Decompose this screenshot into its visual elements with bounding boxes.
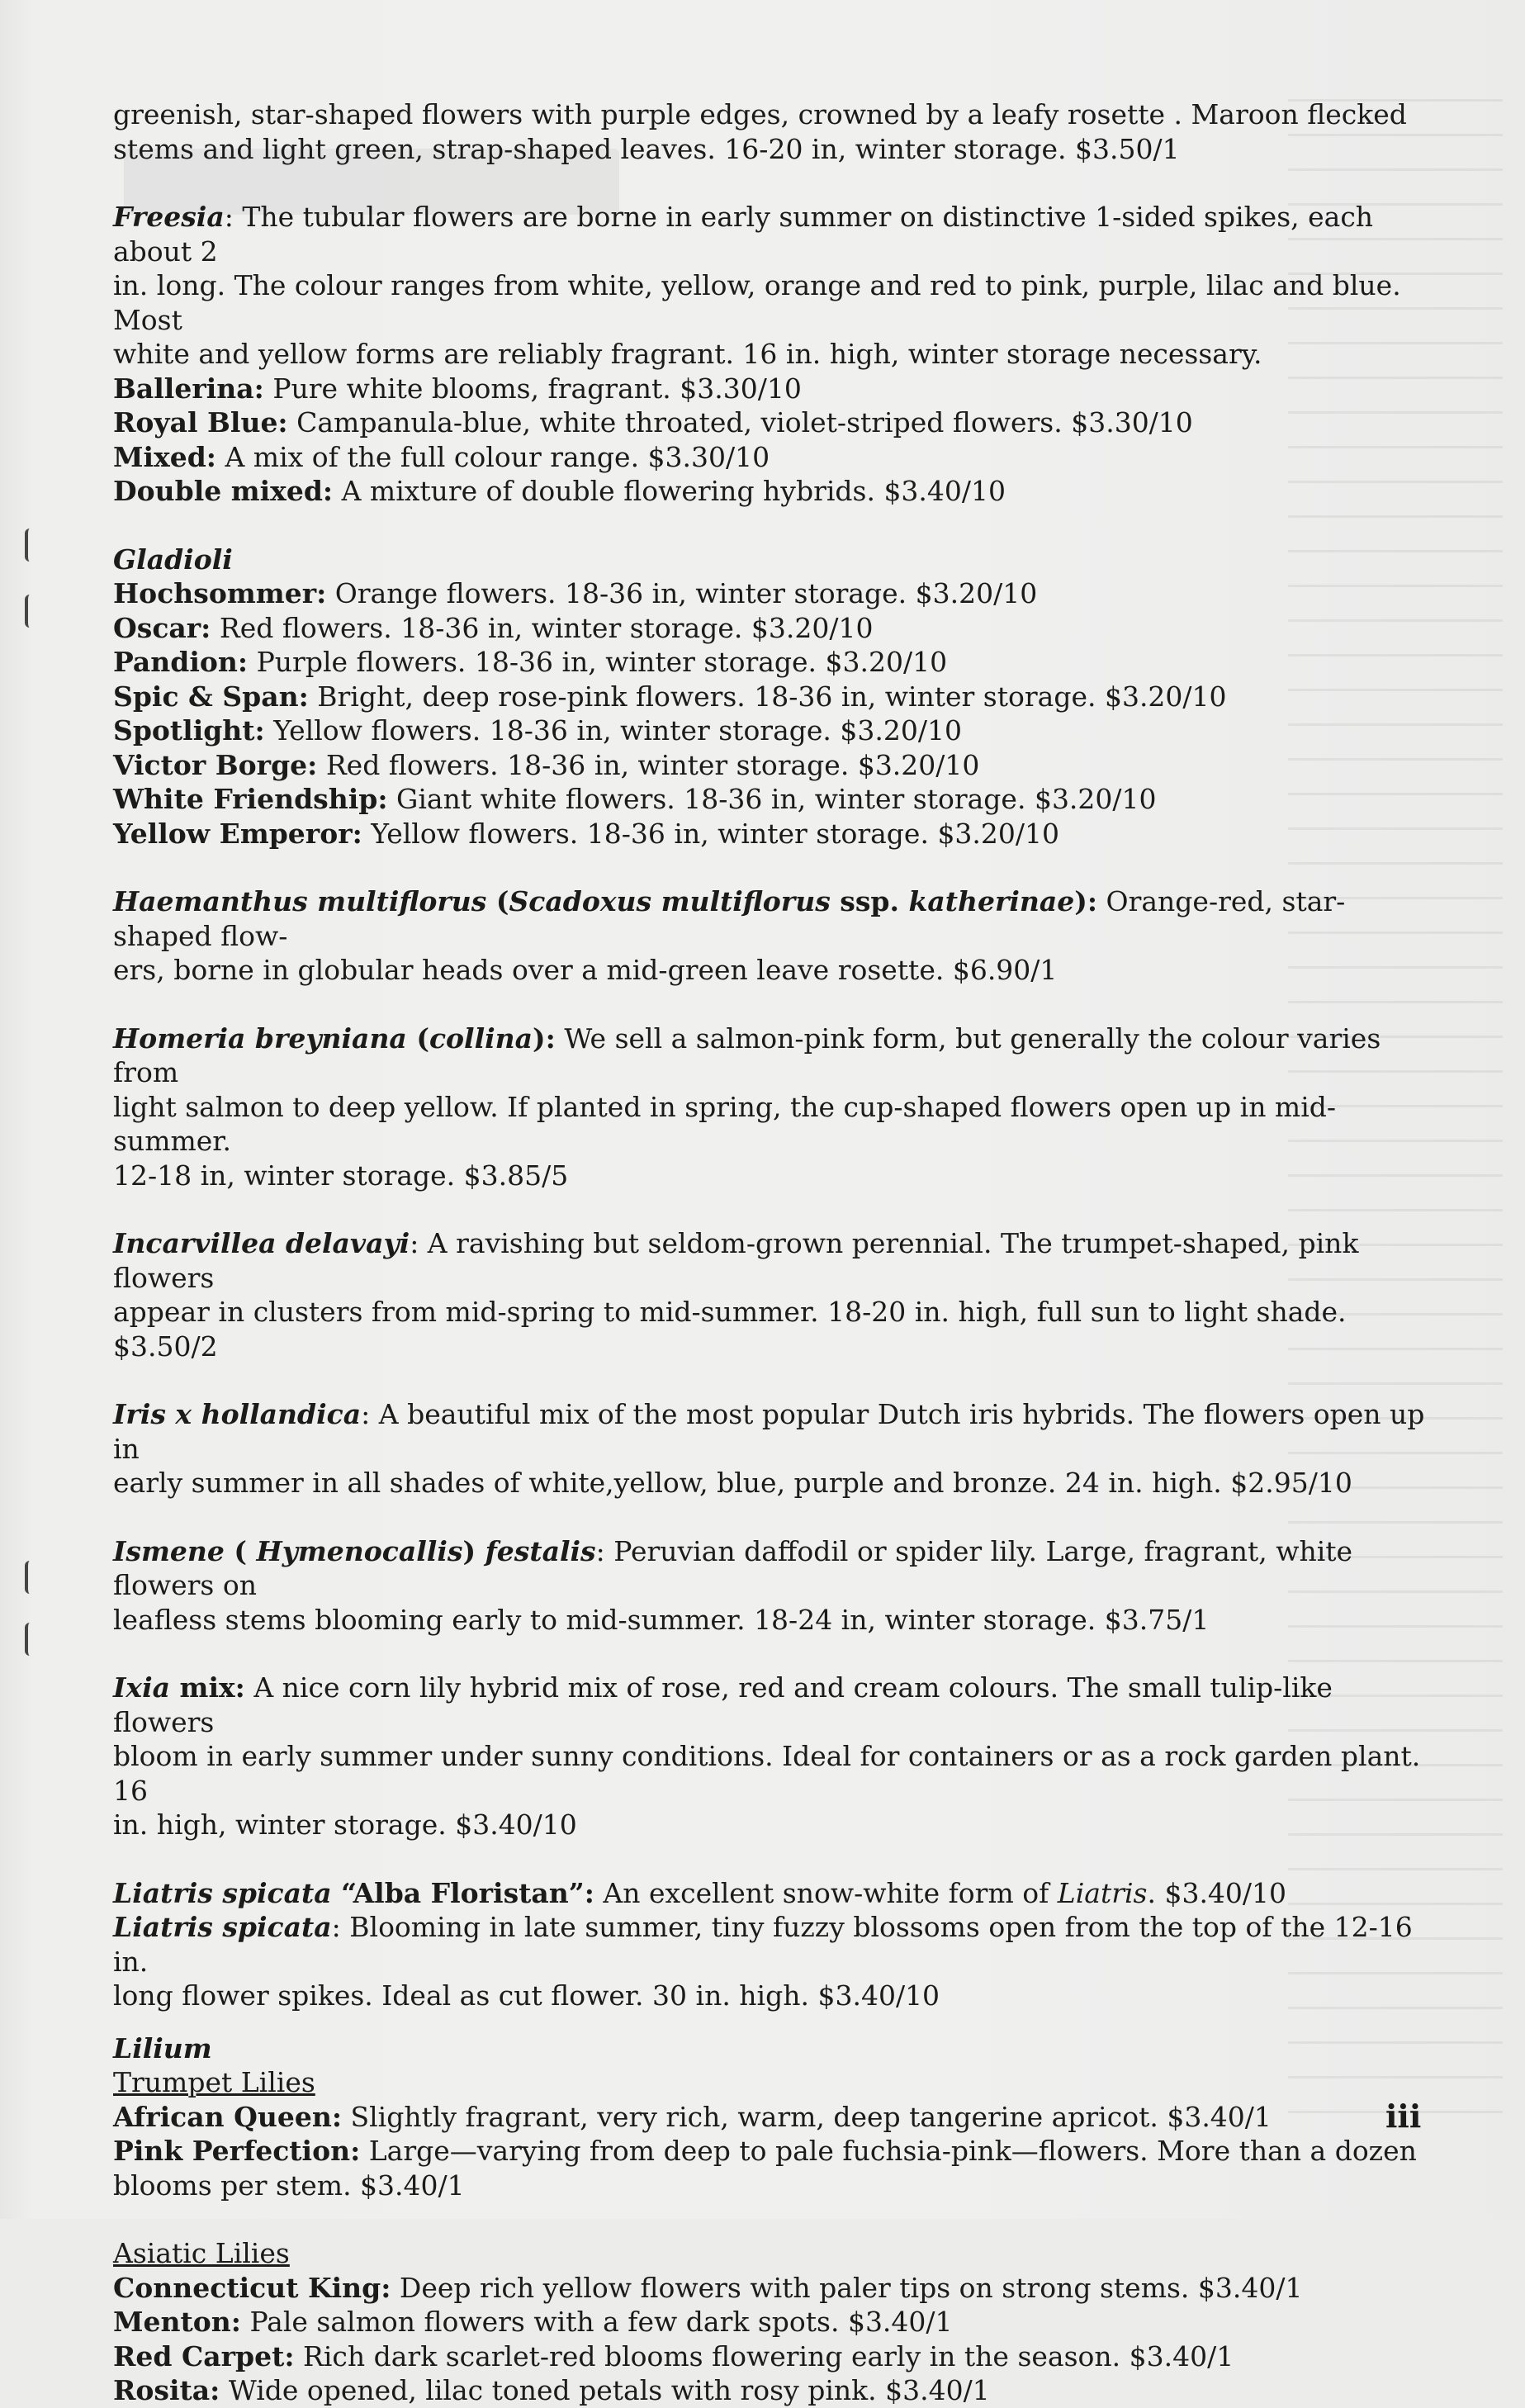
homeria-entry: Homeria breyniana (collina): We sell a salmon-pink form, but generally the colour varies from: [113, 1022, 1381, 1088]
subsection-heading: Asiatic Lilies: [113, 2237, 290, 2269]
freesia-desc: Freesia: The tubular flowers are borne in early summer on distinctive 1-sided spikes, each about 2: [113, 201, 1374, 268]
incarvillea-entry: Incarvillea delavayi: A ravishing but seldom-grown perennial. The trumpet-shaped, pink flowers: [113, 1227, 1359, 1294]
list-item: Hochsommer: Orange flowers. 18-36 in, winter storage. $3.20/10: [113, 577, 1038, 609]
list-item: Ballerina: Pure white blooms, fragrant. $3.30/10: [113, 372, 802, 405]
incarvillea-entry: appear in clusters from mid-spring to mid-summer. 18-20 in. high, full sun to light shade. $3.50/2: [113, 1296, 1347, 1363]
list-item: Rosita: Wide opened, lilac toned petals with rosy pink. $3.40/1: [113, 2374, 990, 2406]
binding-mark: [25, 1561, 36, 1594]
ixia-entry: bloom in early summer under sunny conditions. Ideal for containers or as a rock garden plant. 16: [113, 1740, 1421, 1807]
list-item: Yellow Emperor: Yellow flowers. 18-36 in, winter storage. $3.20/10: [113, 817, 1060, 850]
list-item: Spic & Span: Bright, deep rose-pink flowers. 18-36 in, winter storage. $3.20/10: [113, 680, 1227, 713]
section-heading: Lilium: [113, 2031, 212, 2064]
list-item: Pink Perfection: Large—varying from deep to pale fuchsia-pink—flowers. More than a dozen: [113, 2135, 1417, 2167]
haemanthus-entry: Haemanthus multiflorus (Scadoxus multiflorus ssp. katherinae): Orange-red, star-shaped flow-: [113, 885, 1346, 952]
freesia-desc: in. long. The colour ranges from white, yellow, orange and red to pink, purple, lilac and blue. Most: [113, 269, 1401, 336]
binding-mark: [25, 595, 36, 628]
list-item: Connecticut King: Deep rich yellow flowers with paler tips on strong stems. $3.40/1: [113, 2271, 1303, 2304]
subsection-heading: Trumpet Lilies: [113, 2066, 315, 2098]
catalogue-text: [113, 97, 1434, 2408]
ixia-entry: in. high, winter storage. $3.40/10: [113, 1808, 577, 1841]
haemanthus-entry: ers, borne in globular heads over a mid-green leave rosette. $6.90/1: [113, 954, 1058, 986]
list-item: African Queen: Slightly fragrant, very rich, warm, deep tangerine apricot. $3.40/1: [113, 2100, 1272, 2133]
binding-mark: [25, 1623, 36, 1656]
freesia-name: Freesia: [113, 201, 225, 233]
liatris-entry: Liatris spicata “Alba Floristan”: An excellent snow-white form of Liatris. $3.40/10: [113, 1876, 1287, 1909]
iris-entry: Iris x hollandica: A beautiful mix of the most popular Dutch iris hybrids. The flowers open up in: [113, 1398, 1425, 1465]
list-item: Oscar: Red flowers. 18-36 in, winter storage. $3.20/10: [113, 611, 874, 644]
list-item: Spotlight: Yellow flowers. 18-36 in, winter storage. $3.20/10: [113, 714, 962, 747]
intro-line: stems and light green, strap-shaped leaves. 16-20 in, winter storage. $3.50/1: [113, 132, 1180, 165]
list-item: Double mixed: A mixture of double flowering hybrids. $3.40/10: [113, 475, 1006, 507]
list-item-continued: blooms per stem. $3.40/1: [113, 2169, 465, 2202]
intro-line: greenish, star-shaped flowers with purple edges, crowned by a leafy rosette . Maroon flecked: [113, 98, 1407, 130]
liatris-entry: Liatris spicata: Blooming in late summer, tiny fuzzy blossoms open from the top of the 12-16 in.: [113, 1911, 1413, 1978]
ismene-entry: leafless stems blooming early to mid-summer. 18-24 in, winter storage. $3.75/1: [113, 1603, 1210, 1636]
iris-entry: early summer in all shades of white,yellow, blue, purple and bronze. 24 in. high. $2.95/10: [113, 1467, 1352, 1499]
list-item: Menton: Pale salmon flowers with a few dark spots. $3.40/1: [113, 2306, 953, 2338]
list-item: Mixed: A mix of the full colour range. $3.30/10: [113, 440, 770, 473]
list-item: Victor Borge: Red flowers. 18-36 in, winter storage. $3.20/10: [113, 748, 980, 781]
freesia-desc: white and yellow forms are reliably fragrant. 16 in. high, winter storage necessary.: [113, 338, 1262, 370]
homeria-entry: 12-18 in, winter storage. $3.85/5: [113, 1159, 569, 1192]
liatris-entry: long flower spikes. Ideal as cut flower. 30 in. high. $3.40/10: [113, 1979, 940, 2012]
list-item: Royal Blue: Campanula-blue, white throated, violet-striped flowers. $3.30/10: [113, 406, 1193, 438]
list-item: Red Carpet: Rich dark scarlet-red blooms flowering early in the season. $3.40/1: [113, 2339, 1234, 2372]
binding-mark: [25, 529, 36, 562]
page-number: iii: [1385, 2098, 1422, 2135]
section-heading: Gladioli: [113, 543, 233, 576]
ixia-entry: Ixia mix: A nice corn lily hybrid mix of rose, red and cream colours. The small tulip-like flowers: [113, 1671, 1333, 1738]
ismene-entry: Ismene ( Hymenocallis) festalis: Peruvian daffodil or spider lily. Large, fragrant, white flowers on: [113, 1534, 1353, 1601]
list-item: White Friendship: Giant white flowers. 18-36 in, winter storage. $3.20/10: [113, 783, 1157, 815]
homeria-entry: light salmon to deep yellow. If planted in spring, the cup-shaped flowers open up in mid-summer.: [113, 1090, 1337, 1157]
list-item: Pandion: Purple flowers. 18-36 in, winter storage. $3.20/10: [113, 646, 948, 678]
